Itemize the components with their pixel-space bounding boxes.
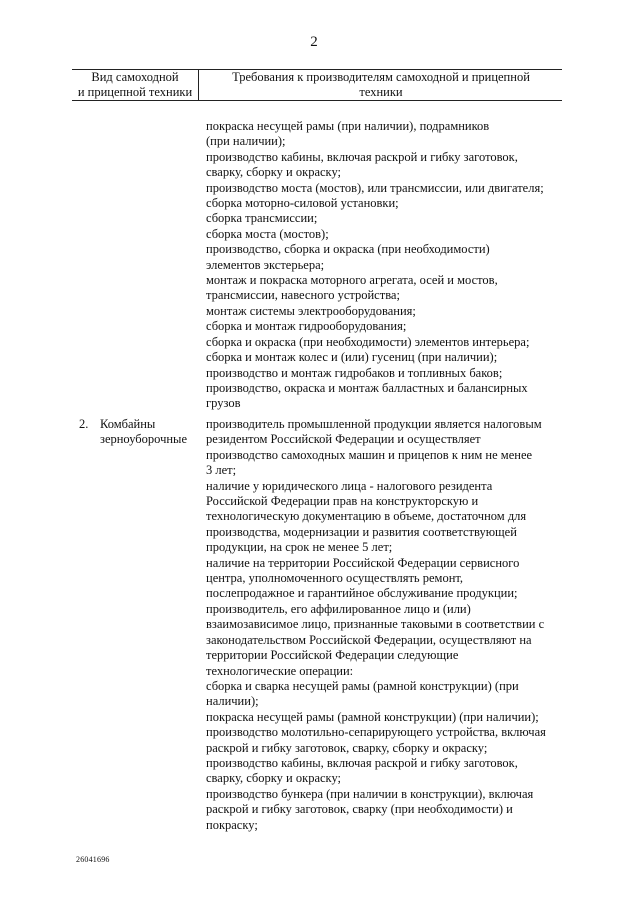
requirement-line: центра, уполномоченного осуществлять ремонт,	[206, 571, 464, 586]
requirement-line: Российской Федерации прав на конструкторскую и	[206, 494, 479, 509]
requirement-line: производство кабины, включая раскрой и гибку заготовок,	[206, 755, 518, 770]
requirement-line: сборка и монтаж колес и (или) гусениц (при наличии);	[206, 350, 498, 365]
requirement-line: наличии);	[206, 694, 259, 709]
requirement-line: резидентом Российской Федерации и осуществляет	[206, 432, 481, 447]
requirement-line: производство и монтаж гидробаков и топливных баков;	[206, 365, 503, 380]
requirement-line: производитель, его аффилированное лицо и (или)	[206, 601, 471, 616]
requirement-line: производства, модернизации и развития соответствующей	[206, 524, 517, 539]
requirement-line: производство моста (мостов), или трансмиссии, или двигателя;	[206, 180, 544, 195]
requirement-line: покраска несущей рамы (рамной конструкции) (при наличии);	[206, 709, 539, 724]
header-column-requirements	[200, 70, 562, 100]
page-number: 2	[310, 34, 318, 50]
requirement-line: 3 лет;	[206, 463, 237, 478]
requirement-line: (при наличии);	[206, 134, 286, 149]
requirement-line: производство, сборка и окраска (при необходимости)	[206, 242, 490, 257]
header-column-vehicle-type-line: Вид самоходной	[91, 70, 179, 84]
header-column-requirements-line: техники	[359, 85, 403, 99]
requirement-line: производство молотильно-сепарирующего устройства, включая	[206, 725, 546, 740]
row-number: 2.	[79, 417, 89, 431]
requirement-line: продукции, на срок не менее 5 лет;	[206, 540, 393, 555]
row-vehicle-type	[100, 417, 187, 448]
requirement-line: послепродажное и гарантийное обслуживание продукции;	[206, 586, 518, 601]
row-requirements	[206, 417, 546, 833]
requirement-line: технологические операции:	[206, 663, 354, 678]
continuation-requirements	[206, 119, 544, 412]
requirement-line: наличие на территории Российской Федерации сервисного	[206, 555, 520, 570]
requirement-line: производство бункера (при наличии в конструкции), включая	[206, 786, 534, 801]
header-column-requirements-line: Требования к производителям самоходной и прицепной	[232, 70, 530, 84]
requirement-line: взаимозависимое лицо, признанные таковыми в соответствии с	[206, 617, 545, 632]
row-vehicle-type-line: зерноуборочные	[100, 432, 187, 447]
requirement-line: сборка и монтаж гидрооборудования;	[206, 319, 407, 334]
requirement-line: сборка трансмиссии;	[206, 211, 318, 226]
requirement-line: производитель промышленной продукции является налоговым	[206, 417, 542, 431]
requirement-line: элементов экстерьера;	[206, 257, 325, 272]
header-column-divider	[198, 69, 199, 101]
requirement-line: наличие у юридического лица - налогового резидента	[206, 478, 493, 493]
requirement-line: территории Российской Федерации следующие	[206, 648, 459, 663]
requirement-line: раскрой и гибку заготовок, сварку (при необходимости) и	[206, 802, 513, 817]
requirement-line: сборка моста (мостов);	[206, 226, 329, 241]
requirement-line: сборка и окраска (при необходимости) элементов интерьера;	[206, 334, 530, 349]
row-vehicle-type-line: Комбайны	[100, 417, 156, 431]
requirement-line: монтаж и покраска моторного агрегата, осей и мостов,	[206, 273, 498, 288]
requirement-line: сварку, сборку и окраску;	[206, 771, 341, 786]
document-code: 26041696	[76, 855, 110, 864]
requirement-line: технологическую документацию в объеме, достаточном для	[206, 509, 527, 524]
requirement-line: покраску;	[206, 817, 258, 832]
requirement-line: раскрой и гибку заготовок, сварку, сборку и окраску;	[206, 740, 488, 755]
requirement-line: сборка и сварка несущей рамы (рамной конструкции) (при	[206, 678, 519, 693]
requirement-line: грузов	[206, 396, 241, 411]
header-column-vehicle-type-line: и прицепной техники	[77, 85, 193, 99]
requirement-line: сварку, сборку и окраску;	[206, 165, 341, 180]
requirement-line: сборка моторно-силовой установки;	[206, 196, 399, 211]
header-bottom-rule	[72, 100, 562, 101]
requirement-line: покраска несущей рамы (при наличии), подрамников	[206, 119, 490, 133]
requirement-line: трансмиссии, навесного устройства;	[206, 288, 400, 303]
requirement-line: законодательством Российской Федерации, осуществляют на	[206, 632, 532, 647]
requirement-line: монтаж системы электрооборудования;	[206, 303, 416, 318]
requirement-line: производство, окраска и монтаж балластных и балансирных	[206, 380, 528, 395]
requirement-line: производство самоходных машин и прицепов к ним не менее	[206, 447, 533, 462]
header-column-vehicle-type	[72, 70, 198, 100]
requirement-line: производство кабины, включая раскрой и гибку заготовок,	[206, 149, 518, 164]
